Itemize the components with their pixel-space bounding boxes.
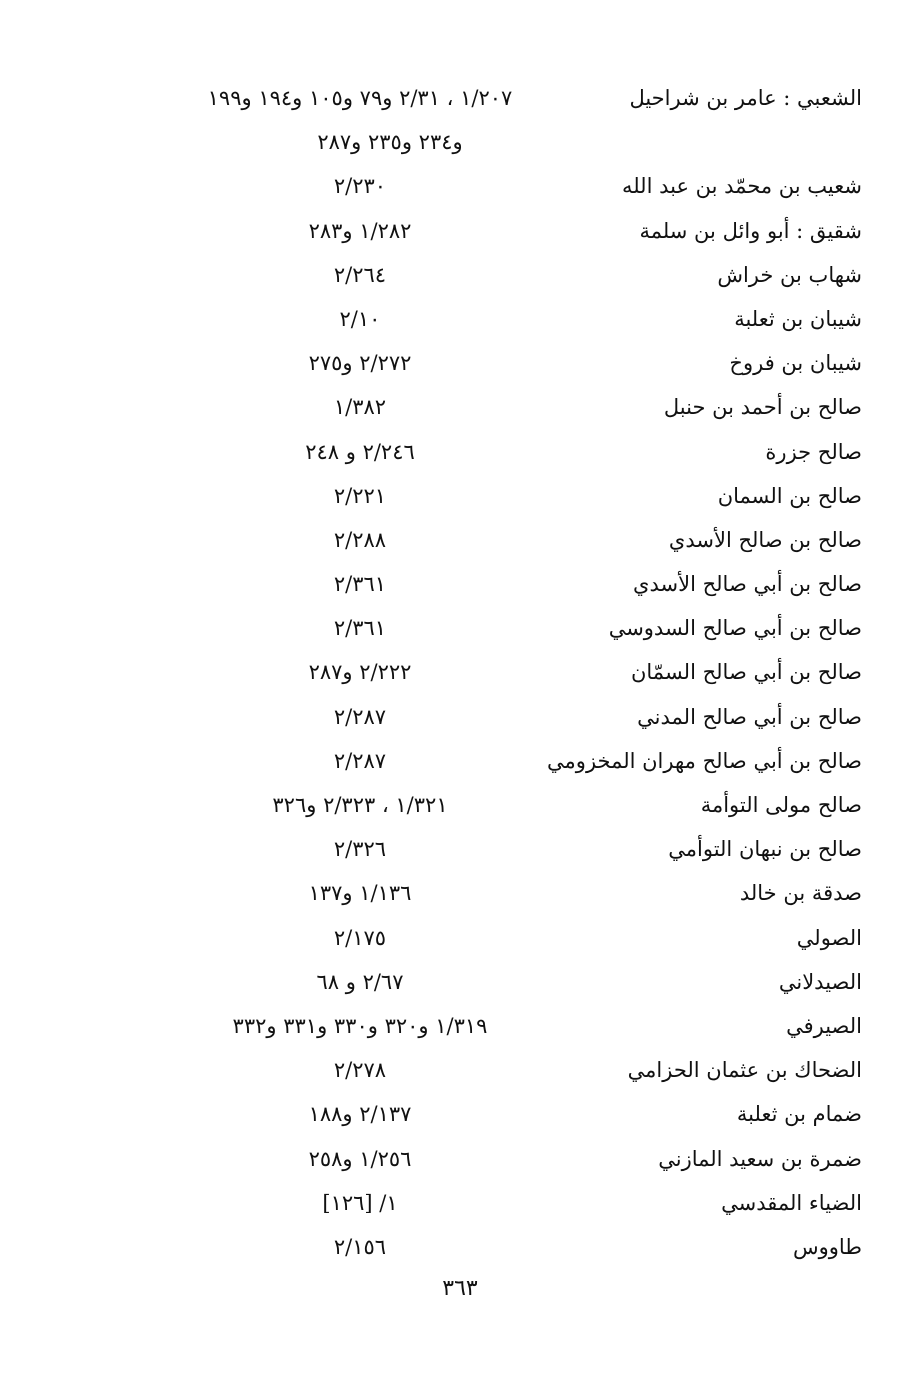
index-entry <box>100 430 862 474</box>
index-entry <box>100 164 862 208</box>
entry-refs: ٢/٣٢٦ <box>333 837 387 862</box>
entry-name: الضحاك بن عثمان الحزامي <box>627 1058 862 1083</box>
index-entry <box>100 1137 862 1181</box>
entry-name: صالح بن أبي صالح المدني <box>637 704 862 729</box>
index-entry <box>100 739 862 783</box>
entry-name: الشعبي : عامر بن شراحيل <box>629 86 862 110</box>
entry-name: صالح بن أبي صالح مهران المخزومي <box>547 748 862 773</box>
entry-refs: ٢/٢٣٠ <box>333 174 387 199</box>
entry-refs: ٢/٢٧٨ <box>333 1058 387 1083</box>
entry-name: صدقة بن خالد <box>739 881 862 906</box>
entry-refs: ٢/٢٢١ <box>333 483 387 508</box>
entry-refs: ١/٣١٩ و٣٢٠ و٣٣٠ و٣٣١ و٣٣٢ <box>232 1013 488 1038</box>
index-entry <box>100 1181 862 1225</box>
index-entry <box>100 1048 862 1092</box>
index-entry <box>100 209 862 253</box>
index-entry <box>100 1004 862 1048</box>
index-entry <box>100 562 862 606</box>
page-number: ٣٦٣ <box>442 1276 478 1301</box>
entry-refs: ٢/٦٧ و ٦٨ <box>316 969 404 994</box>
index-entry <box>100 783 862 827</box>
entry-refs: ٢/٢٢٢ و٢٨٧ <box>308 660 412 685</box>
entry-refs: ٢/١٣٧ و١٨٨ <box>308 1102 412 1127</box>
index-entry <box>100 518 862 562</box>
entry-refs: ٢/٢٦٤ <box>333 262 387 287</box>
index-entry <box>100 916 862 960</box>
entry-name: صالح جزرة <box>765 439 862 464</box>
index-entry <box>100 385 862 429</box>
entry-name: ضمام بن ثعلبة <box>736 1102 862 1127</box>
entry-name: شيبان بن ثعلبة <box>734 306 862 331</box>
entry-name: الصيدلاني <box>778 969 862 994</box>
entry-refs: ٢/٢٨٧ <box>333 704 387 729</box>
entry-refs: ١/١٣٦ و١٣٧ <box>308 881 412 906</box>
index-entry <box>100 960 862 1004</box>
index-entry-continuation <box>100 120 862 164</box>
entry-name: الصيرفي <box>786 1013 862 1038</box>
entry-refs: ٢/٢٤٦ و ٢٤٨ <box>305 439 415 464</box>
entry-name: شعيب بن محمّد بن عبد الله <box>621 174 862 199</box>
entry-refs: ٢/٢٧٢ و٢٧٥ <box>308 351 412 376</box>
entry-name: ضمرة بن سعيد المازني <box>658 1146 862 1171</box>
entry-refs: ٢/١٥٦ <box>333 1234 387 1259</box>
index-entry <box>100 253 862 297</box>
index-entry <box>100 650 862 694</box>
entry-name: صالح بن أبي صالح الأسدي <box>633 572 862 597</box>
index-entry <box>100 1092 862 1136</box>
entry-refs: و٢٣٤ و٢٣٥ و٢٨٧ <box>317 130 463 155</box>
index-list <box>100 76 862 1269</box>
entry-name: صالح بن أبي صالح السدوسي <box>608 616 862 641</box>
entry-name: صالح بن أبي صالح السمّان <box>630 660 862 685</box>
entry-refs: ٢/٣٦١ <box>333 572 387 597</box>
entry-refs: ١/٣٨٢ <box>333 395 387 420</box>
entry-refs: ٢/٢٨٨ <box>333 527 387 552</box>
entry-name: صالح بن السمان <box>717 483 862 508</box>
entry-name: صالح بن أحمد بن حنبل <box>663 395 862 420</box>
entry-refs: ١/٢٨٢ و٢٨٣ <box>308 218 412 243</box>
index-entry <box>100 474 862 518</box>
index-entry <box>100 606 862 650</box>
entry-name: الضياء المقدسي <box>721 1190 862 1215</box>
entry-refs: ١/ [١٢٦] <box>322 1190 398 1215</box>
entry-refs: ٢/٢٨٧ <box>333 748 387 773</box>
entry-refs: ١/٢٥٦ و٢٥٨ <box>308 1146 412 1171</box>
entry-refs: ١/٣٢١ ، ٢/٣٢٣ و٣٢٦ <box>272 793 448 817</box>
entry-name: الصولي <box>796 925 862 950</box>
entry-name: صالح بن صالح الأسدي <box>668 527 862 552</box>
index-entry <box>100 1225 862 1269</box>
entry-refs: ٢/١٠ <box>339 306 381 331</box>
index-entry <box>100 827 862 871</box>
entry-name: طاووس <box>792 1234 862 1259</box>
entry-name: صالح مولى التوأمة <box>700 793 862 817</box>
entry-name: صالح بن نبهان التوأمي <box>668 837 862 862</box>
entry-name: شهاب بن خراش <box>717 262 862 287</box>
entry-name: شيبان بن فروخ <box>729 351 862 376</box>
index-entry <box>100 76 862 120</box>
index-entry <box>100 695 862 739</box>
entry-name: شقيق : أبو وائل بن سلمة <box>639 218 862 243</box>
entry-refs: ٢/١٧٥ <box>333 925 387 950</box>
index-entry <box>100 871 862 915</box>
entry-refs: ١/٢٠٧ ، ٢/٣١ و٧٩ و١٠٥ و١٩٤ و١٩٩ <box>207 86 513 110</box>
entry-refs: ٢/٣٦١ <box>333 616 387 641</box>
index-entry <box>100 341 862 385</box>
index-entry <box>100 297 862 341</box>
